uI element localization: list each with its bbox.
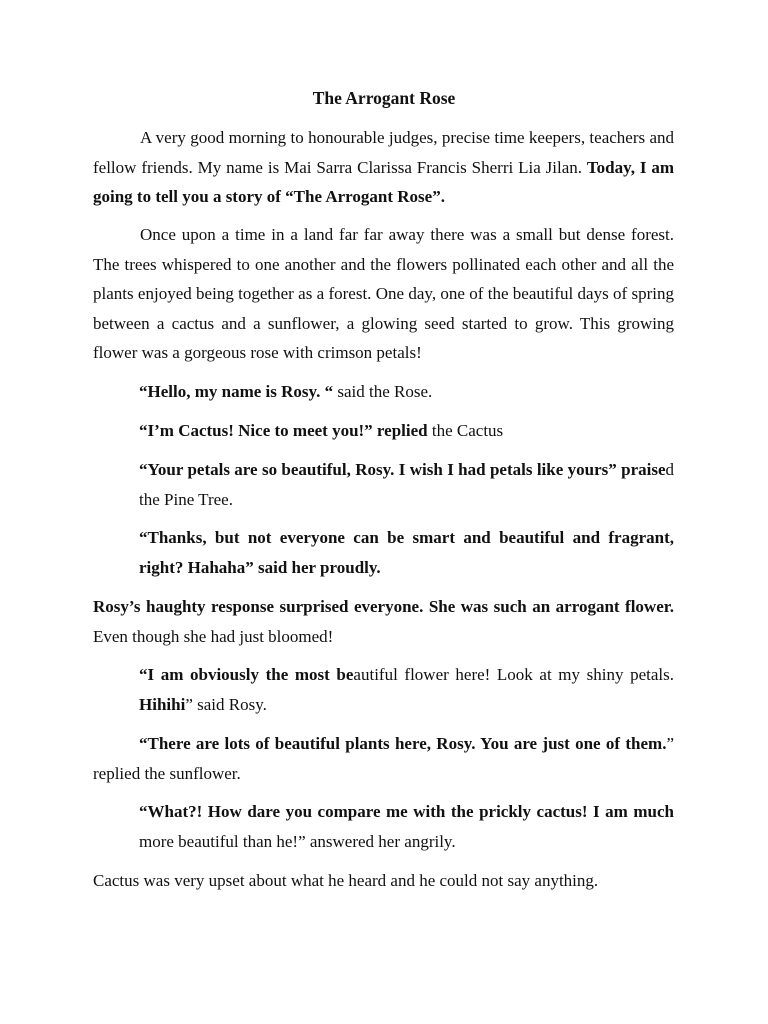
dialogue-rosy-hello [139, 377, 674, 407]
dialogue-rest: ” replied the sunflower. [93, 734, 674, 783]
intro-text: A very good morning to honourable judges, precise time keepers, teachers and fellow friends. My name is Mai Sarra Clarissa Francis Sherri Lia Jilan. [93, 128, 674, 177]
intro-bold-text: Today, I am going to tell you a story of “The Arrogant Rose”. [93, 157, 674, 206]
dialogue-rest: more beautiful than he!” answered her angrily. [139, 831, 456, 851]
dialogue-bold: “There are lots of beautiful plants here, Rosy. You are just one of them. [139, 734, 667, 753]
dialogue-bold: “What?! How dare you compare me with the prickly cactus! I am much [139, 802, 674, 821]
dialogue-rest: d the Pine Tree. [139, 460, 674, 509]
dialogue-mid: autiful flower here! Look at my shiny petals. [353, 665, 674, 684]
dialogue-bold-2: Hihihi [139, 694, 186, 714]
dialogue-sunflower [93, 729, 674, 788]
dialogue-bold: “I’m Cactus! Nice to meet you!” replied [139, 421, 428, 440]
dialogue-bold: “Thanks, but not everyone can be smart and beautiful and fragrant, right? Hahaha” said her proudly. [139, 528, 674, 577]
dialogue-rest: the Cactus [427, 421, 504, 440]
paragraph-bold: Rosy’s haughty response surprised everyone. She was such an arrogant flower. [93, 597, 674, 616]
dialogue-rosy-beautiful [139, 660, 674, 719]
intro-paragraph [93, 123, 674, 212]
once-upon-paragraph: Once upon a time in a land far far away there was a small but dense forest. The trees whispered to one another and the flowers pollinated each other and all the plants enjoyed being together as a forest. One day, one of the beautiful days of spring between a cactus and a sunflower, a glowing seed started to grow. This growing flower was a gorgeous rose with crimson petals! [93, 225, 674, 362]
dialogue-rest: said the Rose. [333, 382, 433, 401]
dialogue-bold: “Your petals are so beautiful, Rosy. I wish I had petals like yours” praise [139, 460, 666, 479]
cactus-upset-paragraph: Cactus was very upset about what he heard and he could not say anything. [93, 871, 599, 890]
dialogue-bold: “I am obviously the most be [139, 665, 354, 684]
dialogue-rosy-proud [139, 523, 674, 582]
dialogue-rosy-angry [139, 797, 674, 856]
page-title: The Arrogant Rose [312, 88, 456, 108]
rosy-response-paragraph [93, 592, 674, 651]
dialogue-rest: ” said Rosy. [185, 694, 267, 714]
dialogue-bold: “Hello, my name is Rosy. “ [139, 382, 334, 401]
paragraph-rest: Even though she had just bloomed! [93, 626, 334, 646]
dialogue-cactus-hello [139, 416, 674, 446]
dialogue-pine-tree [139, 455, 674, 514]
